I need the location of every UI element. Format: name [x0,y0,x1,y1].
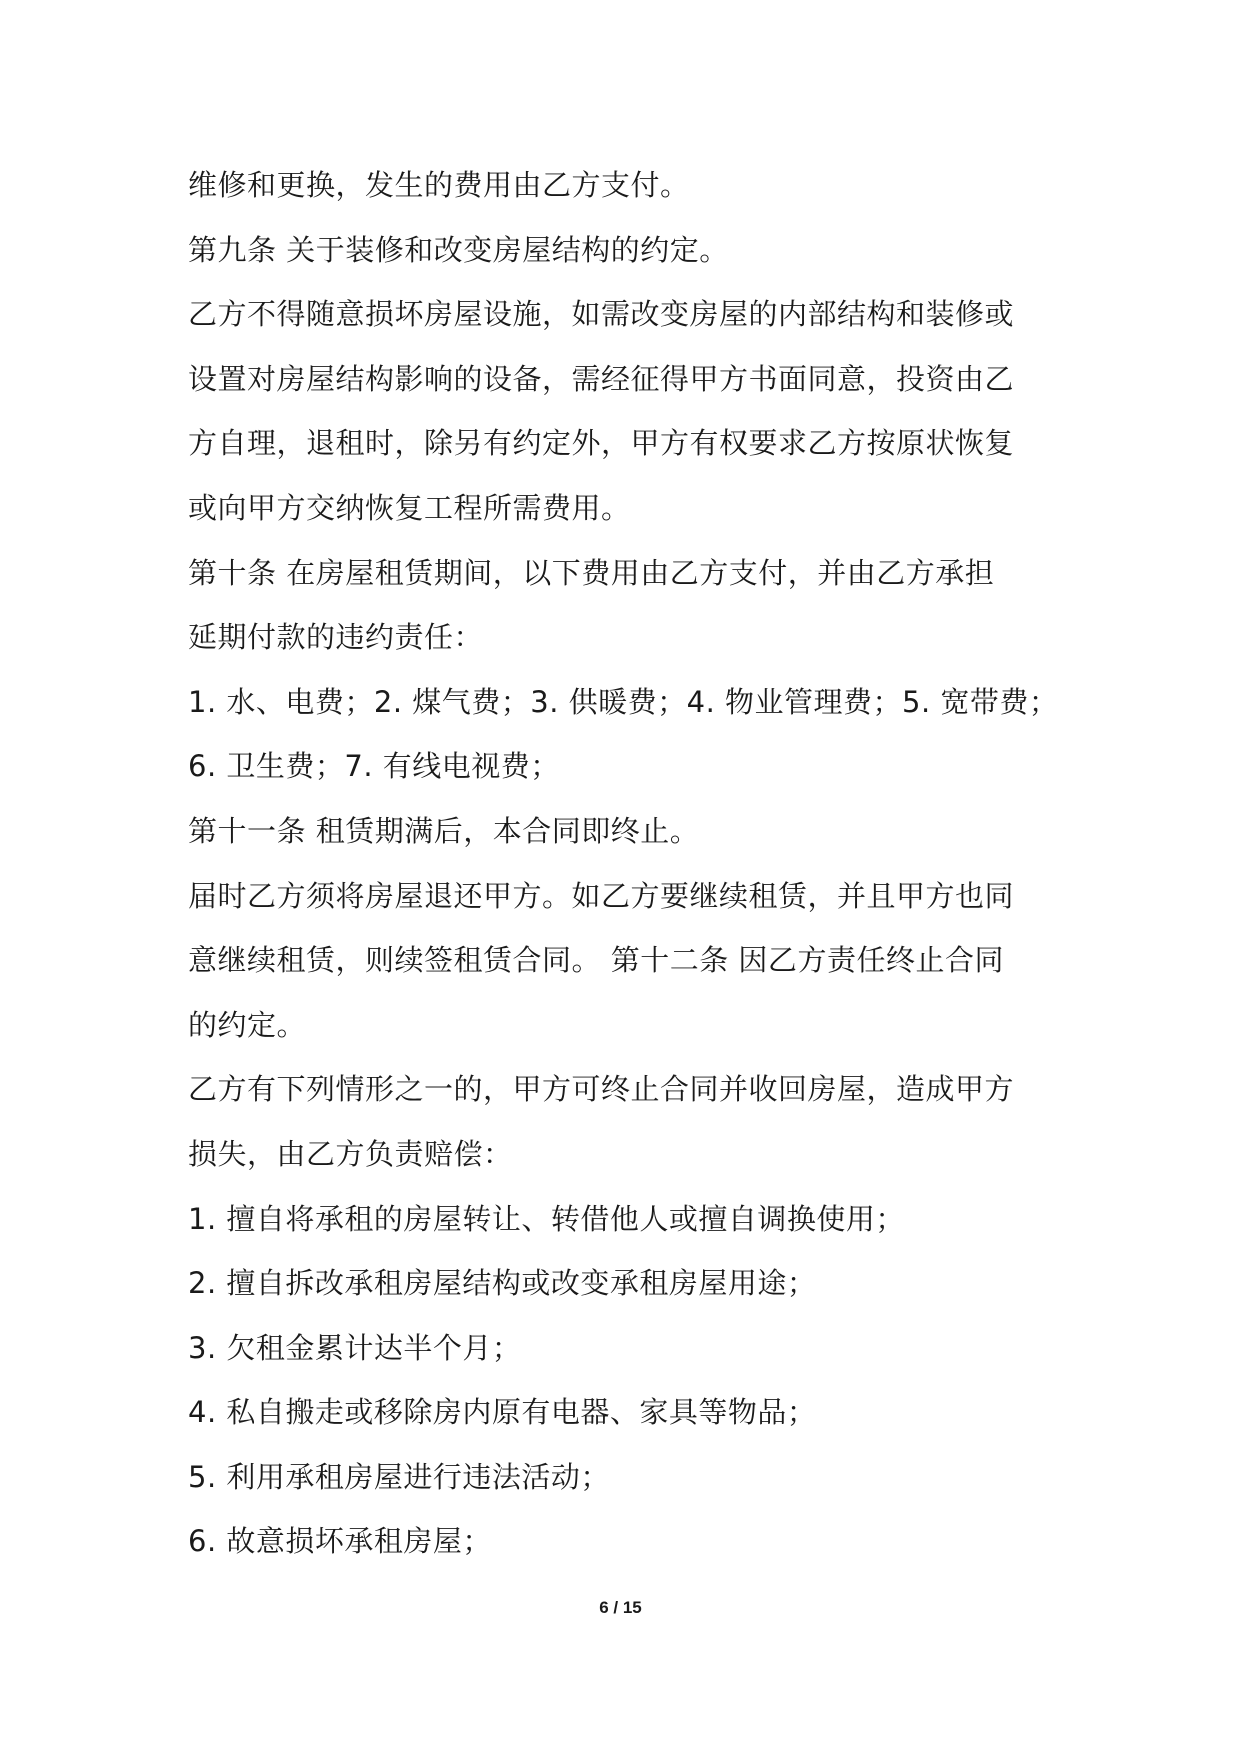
text-line: 延期付款的违约责任： [188,620,484,655]
list-item: 2. 擅自拆改承租房屋结构或改变承租房屋用途； [188,1266,817,1301]
list-item: 5. 利用承租房屋进行违法活动； [188,1459,610,1494]
article-heading: 第十条 在房屋租赁期间，以下费用由乙方支付，并由乙方承担 [188,555,995,590]
text-line: 的约定。 [188,1007,307,1042]
text-line: 维修和更换，发生的费用由乙方支付。 [188,168,690,202]
text-line: 或向甲方交纳恢复工程所需费用。 [188,490,631,525]
fee-list-line: 1. 水、电费；2. 煤气费；3. 供暖费；4. 物业管理费；5. 宽带费； [188,684,1059,719]
article-heading: 第九条 关于装修和改变房屋结构的约定。 [188,232,729,267]
list-item: 6. 故意损坏承租房屋； [188,1524,492,1559]
article-heading: 第十一条 租赁期满后，本合同即终止。 [188,813,700,848]
list-item: 1. 擅自将承租的房屋转让、转借他人或擅自调换使用； [188,1201,905,1236]
list-item: 3. 欠租金累计达半个月； [188,1330,522,1365]
text-line: 乙方不得随意损坏房屋设施，如需改变房屋的内部结构和装修或 [188,297,1015,332]
text-line: 乙方有下列情形之一的，甲方可终止合同并收回房屋，造成甲方 [188,1072,1015,1107]
document-body [188,153,1068,1574]
fee-list-line: 6. 卫生费；7. 有线电视费； [188,749,560,784]
text-line: 设置对房屋结构影响的设备，需经征得甲方书面同意，投资由乙 [188,361,1015,396]
list-item: 4. 私自搬走或移除房内原有电器、家具等物品； [188,1395,817,1430]
text-line: 意继续租赁，则续签租赁合同。 第十二条 因乙方责任终止合同 [188,943,1004,978]
text-line: 损失，由乙方负责赔偿： [188,1136,513,1171]
text-line: 方自理，退租时，除另有约定外，甲方有权要求乙方按原状恢复 [188,426,1015,461]
text-line: 届时乙方须将房屋退还甲方。如乙方要继续租赁，并且甲方也同 [188,878,1015,913]
page-number: 6 / 15 [599,1598,642,1617]
